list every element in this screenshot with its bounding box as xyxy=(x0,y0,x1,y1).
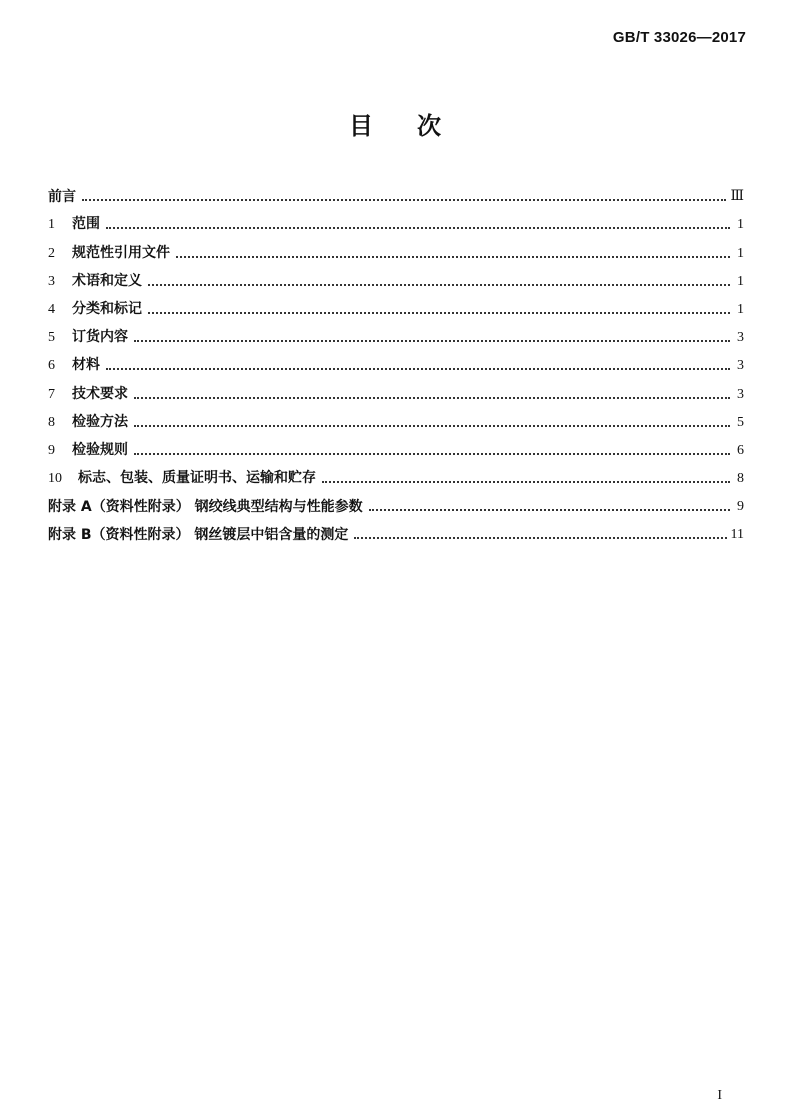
toc-section-number: 8 xyxy=(48,414,55,430)
toc-section-number: 1 xyxy=(48,217,55,233)
toc-dot-leader xyxy=(148,284,730,286)
toc-entry-5[interactable] xyxy=(48,319,744,347)
toc-entry-3[interactable] xyxy=(48,263,744,291)
toc-entry-label xyxy=(48,469,316,488)
toc-entry-label xyxy=(48,272,142,291)
toc-dot-leader xyxy=(106,368,730,370)
toc-page-number: 1 xyxy=(737,273,744,289)
toc-entry-6[interactable] xyxy=(48,347,744,375)
toc-entry-label: 附录 A（资料性附录） 钢绞线典型结构与性能参数 xyxy=(48,499,363,516)
toc-page-number: 1 xyxy=(737,245,744,261)
toc-page-number: 6 xyxy=(737,442,744,458)
toc-dot-leader xyxy=(134,425,730,427)
toc-dot-leader xyxy=(106,227,730,229)
toc-dot-leader xyxy=(176,256,730,258)
toc-page-number: 3 xyxy=(737,330,744,346)
toc-section-number: 4 xyxy=(48,301,55,317)
toc-entry-text: 订货内容 xyxy=(72,329,128,346)
toc-page-number: 3 xyxy=(737,358,744,374)
toc-section-number: 2 xyxy=(48,245,55,261)
toc-entry-label xyxy=(48,413,128,432)
toc-dot-leader xyxy=(322,481,730,483)
toc-entry-text: 规范性引用文件 xyxy=(72,244,170,261)
toc-entry-label xyxy=(48,215,100,234)
toc-entry-text: 分类和标记 xyxy=(72,300,142,317)
toc-page-number: 3 xyxy=(737,386,744,402)
toc-entry-4[interactable] xyxy=(48,291,744,319)
toc-entry-text: 检验规则 xyxy=(72,441,128,458)
toc-entry-annex-b[interactable] xyxy=(48,516,744,544)
toc-entry-annex-a[interactable] xyxy=(48,488,744,516)
toc-entry-1[interactable] xyxy=(48,206,744,234)
toc-page-number: 11 xyxy=(730,527,744,543)
toc-section-number: 10 xyxy=(48,471,62,487)
toc-entry-label xyxy=(48,385,128,404)
toc-entry-preface[interactable] xyxy=(48,178,744,206)
toc-entry-text: 检验方法 xyxy=(72,413,128,430)
toc-page-number: Ⅲ xyxy=(730,189,744,205)
toc-page-number: 8 xyxy=(737,471,744,487)
toc-dot-leader xyxy=(134,340,730,342)
toc-entry-label xyxy=(48,300,142,319)
toc-entry-2[interactable] xyxy=(48,234,744,262)
toc-entry-label xyxy=(48,328,128,347)
page-number: I xyxy=(717,1088,722,1103)
toc-entry-9[interactable] xyxy=(48,432,744,460)
toc-dot-leader xyxy=(82,199,726,201)
toc-entry-label: 前言 xyxy=(48,189,76,206)
toc-dot-leader xyxy=(369,509,730,511)
toc-page-number: 5 xyxy=(737,414,744,430)
toc-section-number: 5 xyxy=(48,330,55,346)
toc-page-number: 1 xyxy=(737,301,744,317)
toc-entry-label xyxy=(48,356,100,375)
toc-entry-label: 附录 B（资料性附录） 钢丝镀层中铝含量的测定 xyxy=(48,527,349,544)
standard-number: GB/T 33026—2017 xyxy=(612,29,746,46)
toc-page-number: 9 xyxy=(737,499,744,515)
toc-entry-8[interactable] xyxy=(48,404,744,432)
toc-entry-text: 技术要求 xyxy=(72,385,128,402)
toc-dot-leader xyxy=(134,397,730,399)
toc-entry-10[interactable] xyxy=(48,460,744,488)
toc-entry-label xyxy=(48,441,128,460)
toc-section-number: 7 xyxy=(48,386,55,402)
toc-entry-text: 术语和定义 xyxy=(72,272,142,289)
toc-dot-leader xyxy=(148,312,730,314)
toc-section-number: 3 xyxy=(48,273,55,289)
toc-section-number: 9 xyxy=(48,442,55,458)
toc-dot-leader xyxy=(134,453,730,455)
toc-entry-text: 范围 xyxy=(72,216,100,233)
table-of-contents xyxy=(48,178,744,544)
toc-entry-text: 标志、包装、质量证明书、运输和贮存 xyxy=(78,470,316,487)
toc-dot-leader xyxy=(354,537,726,539)
toc-entry-label xyxy=(48,244,170,263)
page-title: 目次 xyxy=(349,112,485,140)
toc-entry-text: 材料 xyxy=(72,357,100,374)
toc-page-number: 1 xyxy=(737,217,744,233)
toc-entry-7[interactable] xyxy=(48,375,744,403)
toc-section-number: 6 xyxy=(48,358,55,374)
